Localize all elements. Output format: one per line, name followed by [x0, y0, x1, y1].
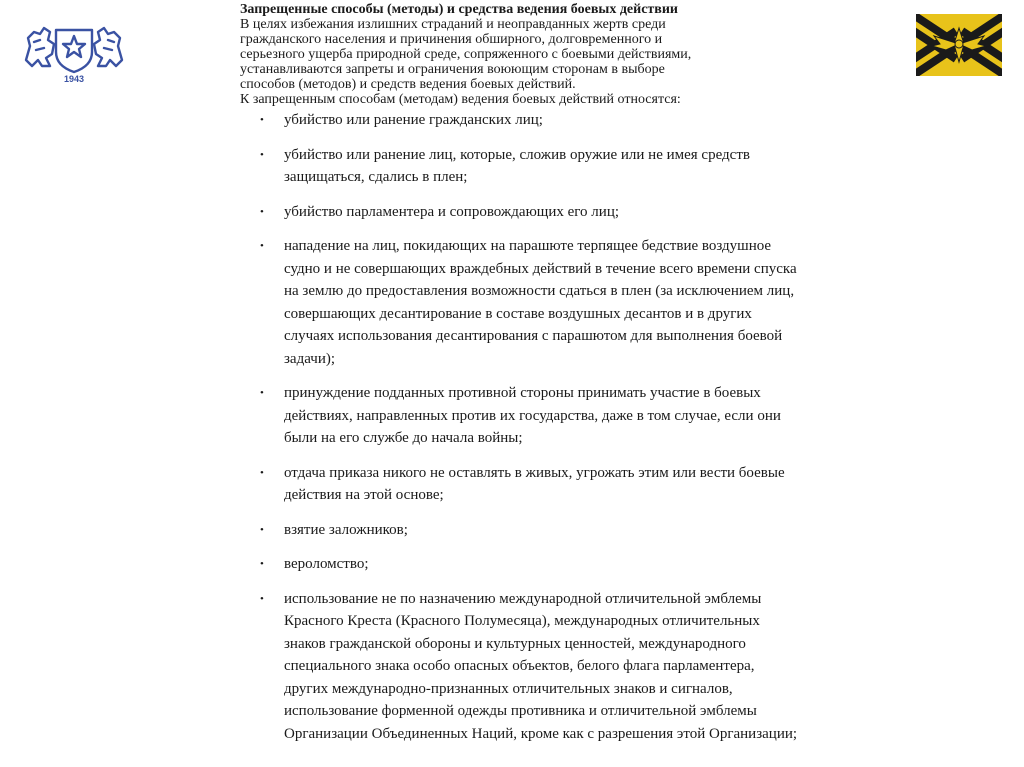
intro-line: К запрещенным способам (методам) ведения боевых действий относятся:	[240, 92, 681, 107]
university-logo	[22, 16, 126, 86]
list-item-text: принуждение подданных противной стороны принимать участие в боевых действиях, направленных против их государства, даже в том случае, если они были на его службе до начала войны;	[284, 385, 781, 446]
list-item-text: убийство парламентера и сопровождающих его лиц;	[284, 203, 620, 220]
university-emblem-icon	[22, 16, 126, 86]
list-item-text: нападение на лиц, покидающих на парашюте терпящее бедствие воздушное судно и не совершающих враждебных действий в течение всего времени спуска на землю до предоставления возможности сдаться в плен (за исключением лиц, совершающих десантирование в составе воздушных десантов и в других случаях использования десантирования с парашютом для выполнения боевой задачи);	[284, 238, 797, 367]
bullet-icon: •	[260, 240, 264, 252]
bullet-icon: •	[260, 387, 264, 399]
list-item	[240, 144, 800, 189]
list-item-text: вероломство;	[284, 556, 369, 572]
prohibited-methods-list	[240, 109, 800, 745]
list-item	[240, 519, 800, 542]
military-communications-emblem-icon	[916, 14, 1002, 76]
bullet-icon: •	[260, 466, 264, 479]
intro-line: гражданского населения и причинения обширного, долговременного и	[240, 32, 663, 47]
list-item-text: убийство или ранение гражданских лиц;	[284, 112, 543, 128]
list-item-text: использование не по назначению международной отличительной эмблемы Красного Креста (Красного Полумесяца), международных отличительных знаков гражданской обороны и культурных ценностей, международного специального знака особо опасных объектов, белого флага парламентера, других международно-признанных отличительных знаков и сигналов, использование форменной одежды противника и отличительной эмблемы Организации Объединенных Наций, кроме как с разрешения этой Организации;	[284, 590, 798, 742]
list-item	[240, 588, 800, 746]
intro-paragraph	[240, 17, 800, 107]
document-body	[240, 2, 800, 757]
bullet-icon: •	[260, 523, 264, 536]
list-item	[240, 235, 800, 370]
list-item-text: отдача приказа никого не оставлять в живых, угрожать этим или вести боевые действия на этой основе;	[284, 464, 785, 503]
intro-line: серьезного ущерба природной среде, сопряженного с боевыми действиями,	[240, 47, 692, 62]
list-item-text: взятие заложников;	[284, 521, 408, 538]
list-item	[240, 382, 800, 450]
intro-line: способов (методов) и средств ведения боевых действий.	[240, 77, 576, 92]
logo-year: 1943	[63, 74, 85, 84]
bullet-icon: •	[260, 148, 264, 161]
bullet-icon: •	[260, 592, 264, 605]
list-item	[240, 553, 800, 576]
military-emblem	[916, 14, 1002, 76]
bullet-icon: •	[260, 558, 264, 570]
intro-line: устанавливаются запреты и ограничения воюющим сторонам в выборе	[240, 62, 665, 77]
bullet-icon: •	[260, 114, 264, 126]
list-item	[240, 462, 800, 507]
document-title: Запрещенные способы (методы) и средства ведения боевых действии	[240, 2, 678, 17]
list-item-text: убийство или ранение лиц, которые, сложив оружие или не имея средств защищаться, сдались в плен;	[284, 146, 750, 185]
intro-line: В целях избежания излишних страданий и неоправданных жертв среди	[240, 17, 666, 32]
bullet-icon: •	[260, 205, 264, 218]
list-item	[240, 109, 800, 132]
list-item	[240, 201, 800, 224]
